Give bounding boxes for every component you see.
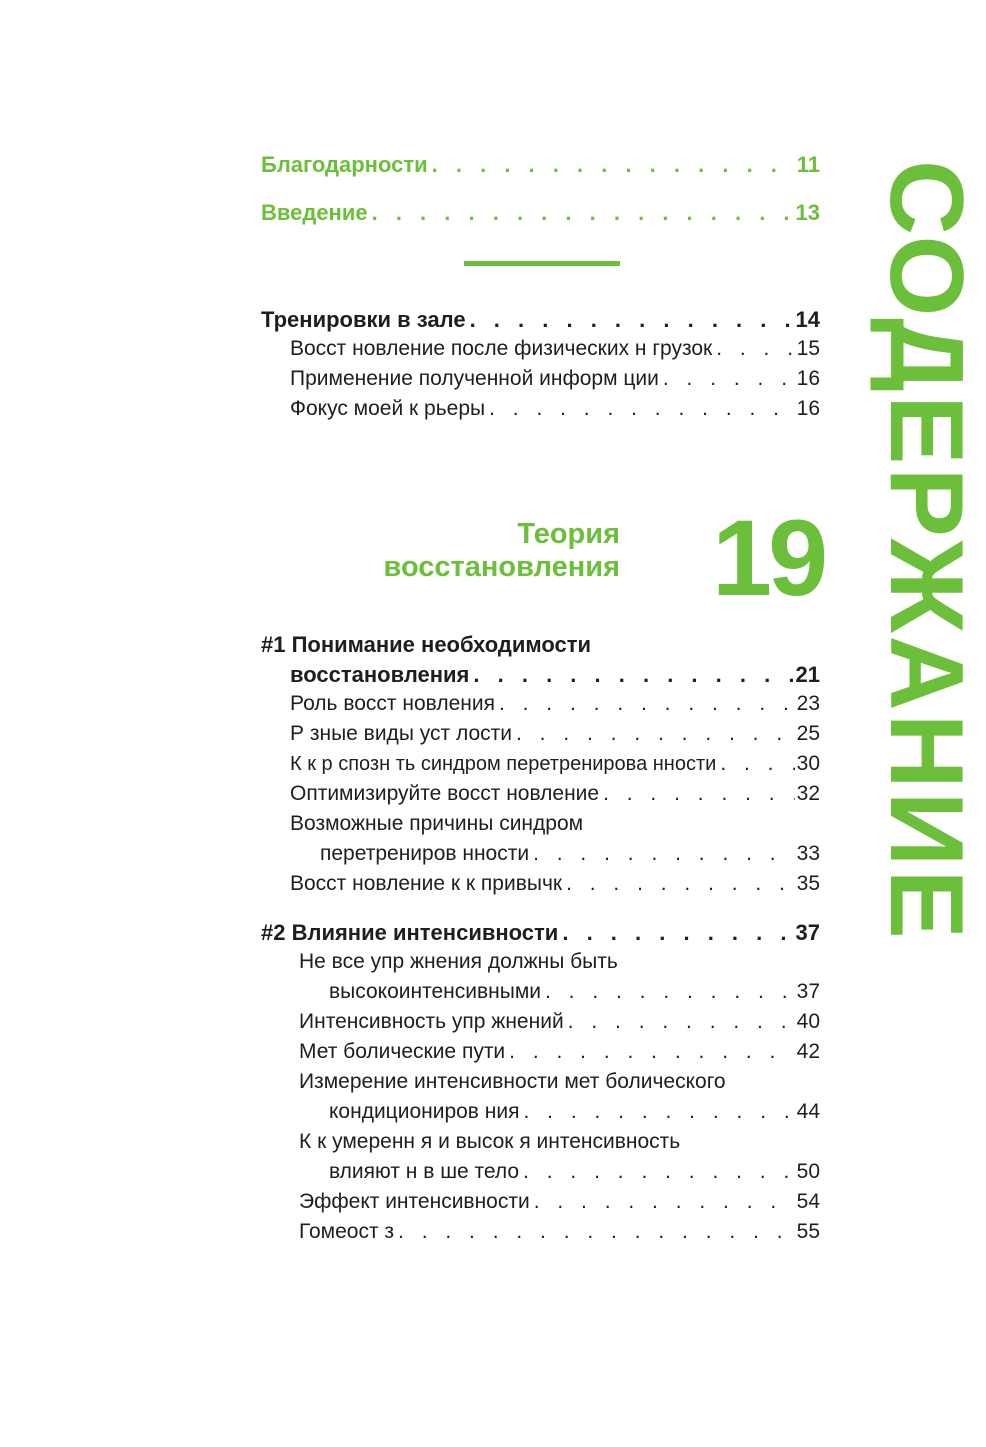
toc-subentry[interactable]: [299, 1040, 820, 1064]
leader-dots: [529, 842, 795, 866]
subentry-title: высокоинтенсивными: [329, 980, 541, 1003]
toc-subentry[interactable]: [290, 752, 820, 776]
subentry-page: 42: [796, 1040, 820, 1063]
leader-dots: [368, 200, 794, 226]
toc-subentry[interactable]: [299, 1190, 820, 1214]
subentry-title: Фокус моей к рьеры: [290, 397, 486, 420]
leader-dots: [712, 337, 794, 361]
subentry-title-line[interactable]: Измерение интенсивности мет болического: [299, 1070, 726, 1093]
subentry-title: кондициониров ния: [329, 1100, 520, 1123]
leader-dots: [599, 782, 795, 806]
leader-dots: [394, 1220, 795, 1244]
part-title-line: Теория: [517, 518, 620, 550]
toc-subentry[interactable]: [290, 337, 820, 361]
entry-title: Введение: [261, 200, 368, 225]
subentry-page: 33: [796, 842, 820, 865]
entry-page: 13: [795, 200, 820, 225]
chapter-page: 37: [795, 920, 820, 945]
subentry-title: Р зные виды уст лости: [290, 722, 512, 745]
subentry-page: 25: [796, 722, 820, 745]
toc-subentry[interactable]: [329, 1100, 820, 1124]
subentry-page: 16: [796, 397, 820, 420]
subentry-title: Восст новление после физических н грузок: [290, 337, 713, 360]
subentry-title-line[interactable]: Не все упр жнения должны быть: [299, 950, 618, 973]
chapter-title: восстановления: [290, 662, 470, 687]
subentry-title: Применение полученной информ ции: [290, 367, 659, 390]
subentry-title: влияют н в ше тело: [329, 1160, 520, 1183]
toc-subentry[interactable]: [320, 842, 820, 866]
leader-dots: [541, 980, 795, 1004]
subentry-title-line[interactable]: К к умеренн я и высок я интенсивность: [299, 1130, 681, 1153]
toc-subentry[interactable]: [299, 1010, 820, 1034]
side-title: СОДЕРЖАНИЕ: [868, 160, 984, 942]
leader-dots: [469, 662, 793, 688]
entry-page: 11: [796, 152, 820, 177]
subentry-title-line[interactable]: Возможные причины синдром: [290, 812, 584, 835]
subentry-page: 15: [796, 337, 820, 360]
part-page-number: 19: [712, 497, 825, 618]
chapter-title: #2 Влияние интенсивности: [261, 920, 559, 945]
chapter-title-line[interactable]: #1 Понимание необходимости: [261, 632, 592, 657]
toc-chapter-gym[interactable]: [261, 307, 820, 333]
leader-dots: [530, 1190, 795, 1214]
entry-title: Благодарности: [261, 152, 428, 177]
subentry-title: Интенсивность упр жнений: [299, 1010, 564, 1033]
subentry-title: Мет болические пути: [299, 1040, 506, 1063]
section-divider: [464, 261, 620, 266]
subentry-page: 37: [796, 980, 820, 1003]
part-title-line: восстановления: [383, 551, 620, 583]
toc-chapter-1[interactable]: [290, 662, 820, 688]
toc-subentry[interactable]: [299, 1220, 820, 1244]
chapter-page: 14: [795, 307, 820, 332]
toc-chapter-2[interactable]: [261, 920, 820, 946]
toc-entry-acknowledgements[interactable]: [261, 152, 820, 178]
subentry-page: 44: [796, 1100, 820, 1123]
toc-subentry[interactable]: [290, 782, 820, 806]
leader-dots: [512, 722, 795, 746]
subentry-title: Роль восст новления: [290, 692, 495, 715]
toc-subentry[interactable]: [290, 397, 820, 421]
leader-dots: [505, 1040, 794, 1064]
subentry-title: К к р спозн ть синдром перетренирова нности: [290, 753, 717, 775]
leader-dots: [564, 1010, 795, 1034]
subentry-page: 30: [796, 752, 820, 775]
subentry-page: 54: [796, 1190, 820, 1213]
chapter-title: Тренировки в зале: [261, 307, 466, 332]
leader-dots: [466, 307, 794, 333]
chapter-page: 21: [795, 662, 820, 687]
toc-subentry[interactable]: [329, 980, 820, 1004]
subentry-title: перетрениров нности: [320, 842, 530, 865]
leader-dots: [562, 872, 795, 896]
leader-dots: [716, 752, 794, 776]
leader-dots: [519, 1160, 795, 1184]
subentry-page: 55: [796, 1220, 820, 1243]
leader-dots: [520, 1100, 795, 1124]
part-title: [384, 518, 620, 584]
subentry-title: Эффект интенсивности: [299, 1190, 530, 1213]
subentry-page: 40: [796, 1010, 820, 1033]
subentry-title: Гомеост з: [299, 1220, 395, 1243]
subentry-page: 50: [796, 1160, 820, 1183]
subentry-title: Оптимизируйте восст новление: [290, 782, 600, 805]
leader-dots: [659, 367, 795, 391]
subentry-page: 16: [796, 367, 820, 390]
toc-subentry[interactable]: [329, 1160, 820, 1184]
leader-dots: [428, 152, 795, 178]
leader-dots: [558, 920, 793, 946]
toc-subentry[interactable]: [290, 872, 820, 896]
leader-dots: [485, 397, 795, 421]
toc-subentry[interactable]: [290, 367, 820, 391]
subentry-title: Восст новление к к привычк: [290, 872, 563, 895]
leader-dots: [495, 692, 795, 716]
subentry-page: 35: [796, 872, 820, 895]
subentry-page: 23: [796, 692, 820, 715]
toc-entry-introduction[interactable]: [261, 200, 820, 226]
toc-subentry[interactable]: [290, 692, 820, 716]
subentry-page: 32: [796, 782, 820, 805]
toc-subentry[interactable]: [290, 722, 820, 746]
